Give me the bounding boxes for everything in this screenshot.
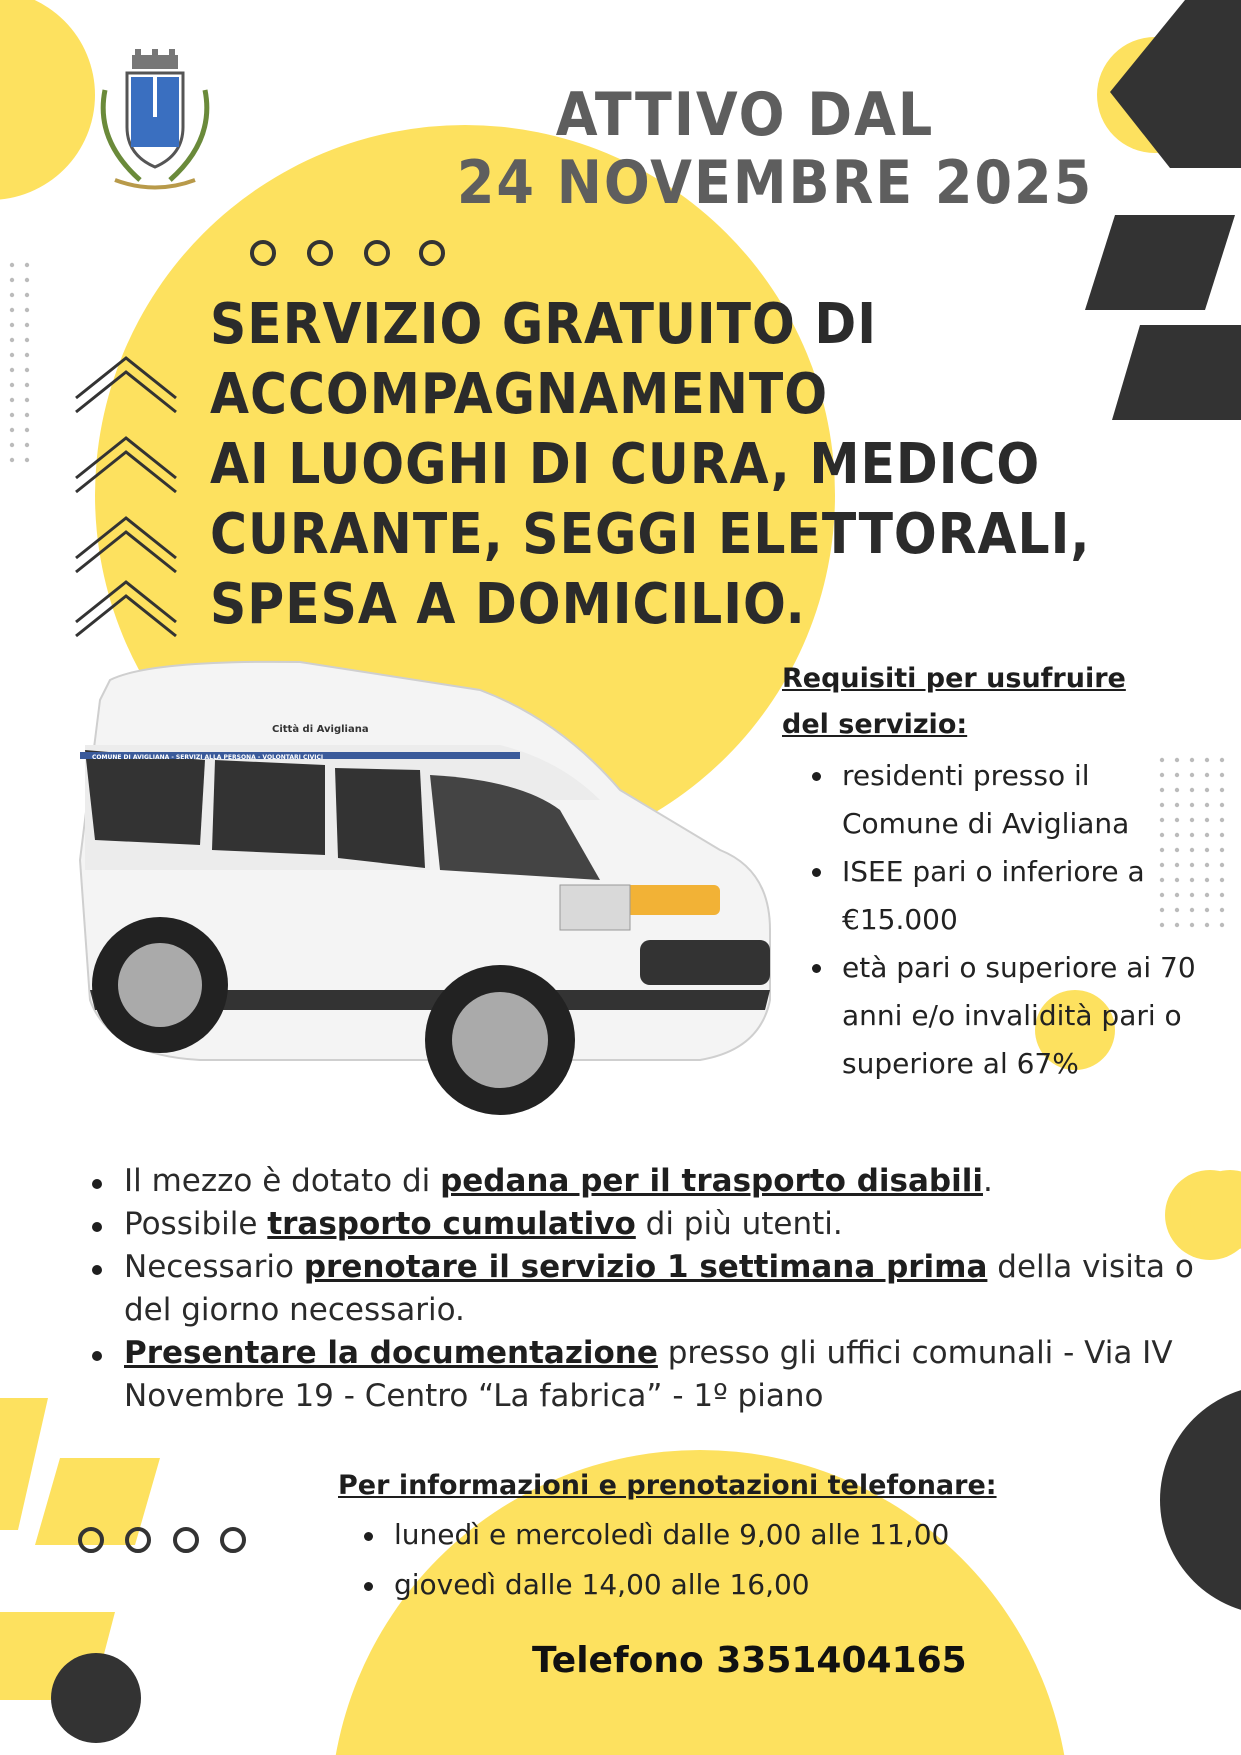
service-notes-list bbox=[86, 1160, 1226, 1418]
emphasis: Presentare la documentazione bbox=[124, 1335, 658, 1371]
active-date-label: ATTIVO DAL bbox=[555, 80, 935, 150]
yellow-shape-bottom-left-1 bbox=[0, 1398, 48, 1530]
emphasis: prenotare il servizio 1 settimana prima bbox=[303, 1249, 988, 1285]
dark-circle-bottom-right bbox=[1160, 1385, 1241, 1615]
list-item: giovedì dalle 14,00 alle 16,00 bbox=[360, 1560, 1120, 1610]
phone-number[interactable]: Telefono 3351404165 bbox=[532, 1640, 967, 1681]
list-item: ISEE pari o inferiore a €15.000 bbox=[808, 848, 1208, 944]
emphasis: trasporto cumulativo bbox=[267, 1206, 636, 1242]
headline-line: CURANTE, SEGGI ELETTORALI, bbox=[210, 502, 1091, 567]
requirements-title bbox=[782, 656, 1182, 748]
list-item: Necessario prenotare il servizio 1 settimana prima della visita o del giorno necessario. bbox=[86, 1246, 1226, 1332]
list-item: Il mezzo è dotato di pedana per il trasporto disabili. bbox=[86, 1160, 1226, 1203]
headline-line: SERVIZIO GRATUITO DI bbox=[210, 292, 877, 357]
info-title: Per informazioni e prenotazioni telefonare: bbox=[338, 1470, 997, 1501]
coat-of-arms-icon bbox=[103, 49, 207, 188]
list-item: lunedì e mercoledì dalle 9,00 alle 11,00 bbox=[360, 1510, 1120, 1560]
active-date: 24 NOVEMBRE 2025 bbox=[456, 148, 1094, 218]
requirements-list bbox=[808, 752, 1208, 1088]
van-logo-text: Città di Avigliana bbox=[272, 724, 369, 735]
emphasis: pedana per il trasporto disabili bbox=[440, 1163, 983, 1199]
dot-grid-left bbox=[10, 263, 29, 462]
list-item: età pari o superiore ai 70 anni e/o invalidità pari o superiore al 67% bbox=[808, 944, 1208, 1088]
dark-circle-bottom-left bbox=[51, 1653, 141, 1743]
list-item: Presentare la documentazione presso gli uffici comunali - Via IV Novembre 19 - Centro “La fabrica” - 1º piano bbox=[86, 1332, 1226, 1418]
headline-line: AI LUOGHI DI CURA, MEDICO bbox=[210, 432, 1041, 497]
service-headline bbox=[210, 290, 1170, 640]
van-stripe-text: COMUNE DI AVIGLIANA - SERVIZI ALLA PERSONA - VOLONTARI CIVICI bbox=[92, 754, 324, 761]
requirements-title-line: del servizio: bbox=[782, 709, 968, 740]
yellow-circle-top-left bbox=[0, 0, 95, 200]
list-item: residenti presso il Comune di Avigliana bbox=[808, 752, 1208, 848]
list-item: Possibile trasporto cumulativo di più utenti. bbox=[86, 1203, 1226, 1246]
requirements-title-line: Requisiti per usufruire bbox=[782, 663, 1126, 694]
headline-line: ACCOMPAGNAMENTO bbox=[210, 362, 829, 427]
headline-line: SPESA A DOMICILIO. bbox=[210, 572, 806, 637]
info-hours-list bbox=[360, 1510, 1120, 1610]
